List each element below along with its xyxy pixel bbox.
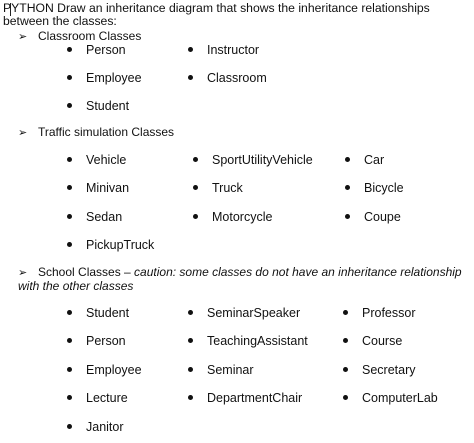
list-item-label: Janitor: [86, 420, 124, 434]
bullet-dot-icon: [67, 157, 72, 162]
arrow-bullet-icon: ➢: [18, 31, 28, 43]
list-item-label: DepartmentChair: [207, 391, 303, 405]
list-item: [67, 99, 129, 113]
list-item: [343, 334, 402, 348]
list-item-label: Person: [86, 334, 126, 348]
section-heading-label: Traffic simulation Classes: [38, 125, 175, 139]
list-item-label: Sedan: [86, 210, 123, 224]
list-item-label: Person: [86, 43, 126, 57]
arrow-bullet-icon: ➢: [18, 267, 28, 279]
list-item-label: Student: [86, 306, 130, 320]
bullet-dot-icon: [345, 185, 350, 190]
list-item-label: Car: [364, 153, 385, 167]
list-item-label: Truck: [212, 181, 243, 195]
list-item: [193, 181, 243, 195]
list-item: [343, 363, 416, 377]
list-item-label: Minivan: [86, 181, 130, 195]
list-item: [188, 71, 267, 85]
bullet-dot-icon: [67, 395, 72, 400]
list-item-label: Bicycle: [364, 181, 404, 195]
list-item: [193, 153, 313, 167]
bullet-dot-icon: [188, 338, 193, 343]
list-item: [67, 334, 126, 348]
list-item: [188, 43, 259, 57]
caution-note: caution: some classes do not have an inheritance relationship with the other classes: [18, 265, 462, 293]
list-item: [67, 391, 128, 405]
section-heading-label: Classroom Classes: [38, 29, 142, 43]
bullet-dot-icon: [67, 47, 72, 52]
list-item: [343, 306, 416, 320]
list-item: [188, 391, 302, 405]
bullet-dot-icon: [343, 338, 348, 343]
bullet-dot-icon: [343, 310, 348, 315]
list-item: [67, 43, 126, 57]
list-item: [193, 210, 272, 224]
bullet-dot-icon: [193, 214, 198, 219]
bullet-dot-icon: [67, 367, 72, 372]
list-item-label: ComputerLab: [362, 391, 438, 405]
bullet-dot-icon: [188, 310, 193, 315]
bullet-dot-icon: [67, 214, 72, 219]
section-heading-label: School Classes –: [38, 265, 135, 279]
list-item-label: TeachingAssistant: [207, 334, 308, 348]
bullet-dot-icon: [67, 185, 72, 190]
list-item-label: Professor: [362, 306, 416, 320]
list-item: [67, 181, 129, 195]
bullet-dot-icon: [193, 157, 198, 162]
list-item: [67, 420, 124, 434]
list-item: [67, 153, 126, 167]
list-item: [345, 153, 384, 167]
section-heading-traffic: [18, 126, 174, 140]
list-item: [188, 363, 254, 377]
bullet-dot-icon: [188, 47, 193, 52]
list-item: [343, 391, 438, 405]
list-item: [67, 306, 129, 320]
bullet-dot-icon: [67, 242, 72, 247]
list-item: [67, 210, 122, 224]
bullet-dot-icon: [345, 157, 350, 162]
list-item-label: Motorcycle: [212, 210, 273, 224]
list-item-label: Employee: [86, 71, 142, 85]
list-item-label: Lecture: [86, 391, 128, 405]
bullet-dot-icon: [343, 395, 348, 400]
list-item-label: Student: [86, 99, 130, 113]
list-item: [345, 181, 404, 195]
bullet-dot-icon: [345, 214, 350, 219]
bullet-dot-icon: [193, 185, 198, 190]
list-item: [67, 363, 142, 377]
bullet-dot-icon: [188, 367, 193, 372]
bullet-dot-icon: [67, 424, 72, 429]
list-item-label: Course: [362, 334, 403, 348]
bullet-dot-icon: [67, 338, 72, 343]
list-item: [188, 306, 300, 320]
section-heading-school: [18, 266, 468, 293]
list-item-label: PickupTruck: [86, 238, 155, 252]
list-item: [188, 334, 308, 348]
list-item: [67, 71, 142, 85]
intro-text: PYTHON Draw an inheritance diagram that shows the inheritance relationships between the classes:: [3, 1, 430, 28]
list-item-label: SeminarSpeaker: [207, 306, 301, 320]
list-item-label: Employee: [86, 363, 142, 377]
list-item-label: Coupe: [364, 210, 401, 224]
section-heading-classroom: [18, 30, 141, 44]
bullet-dot-icon: [188, 75, 193, 80]
bullet-dot-icon: [67, 103, 72, 108]
list-item: [67, 238, 154, 252]
bullet-dot-icon: [343, 367, 348, 372]
list-item-label: SportUtilityVehicle: [212, 153, 313, 167]
list-item-label: Vehicle: [86, 153, 127, 167]
arrow-bullet-icon: ➢: [18, 127, 28, 139]
list-item-label: Instructor: [207, 43, 260, 57]
bullet-dot-icon: [188, 395, 193, 400]
bullet-dot-icon: [67, 75, 72, 80]
list-item-label: Classroom: [207, 71, 267, 85]
bullet-dot-icon: [67, 310, 72, 315]
list-item-label: Seminar: [207, 363, 254, 377]
list-item: [345, 210, 401, 224]
list-item-label: Secretary: [362, 363, 416, 377]
